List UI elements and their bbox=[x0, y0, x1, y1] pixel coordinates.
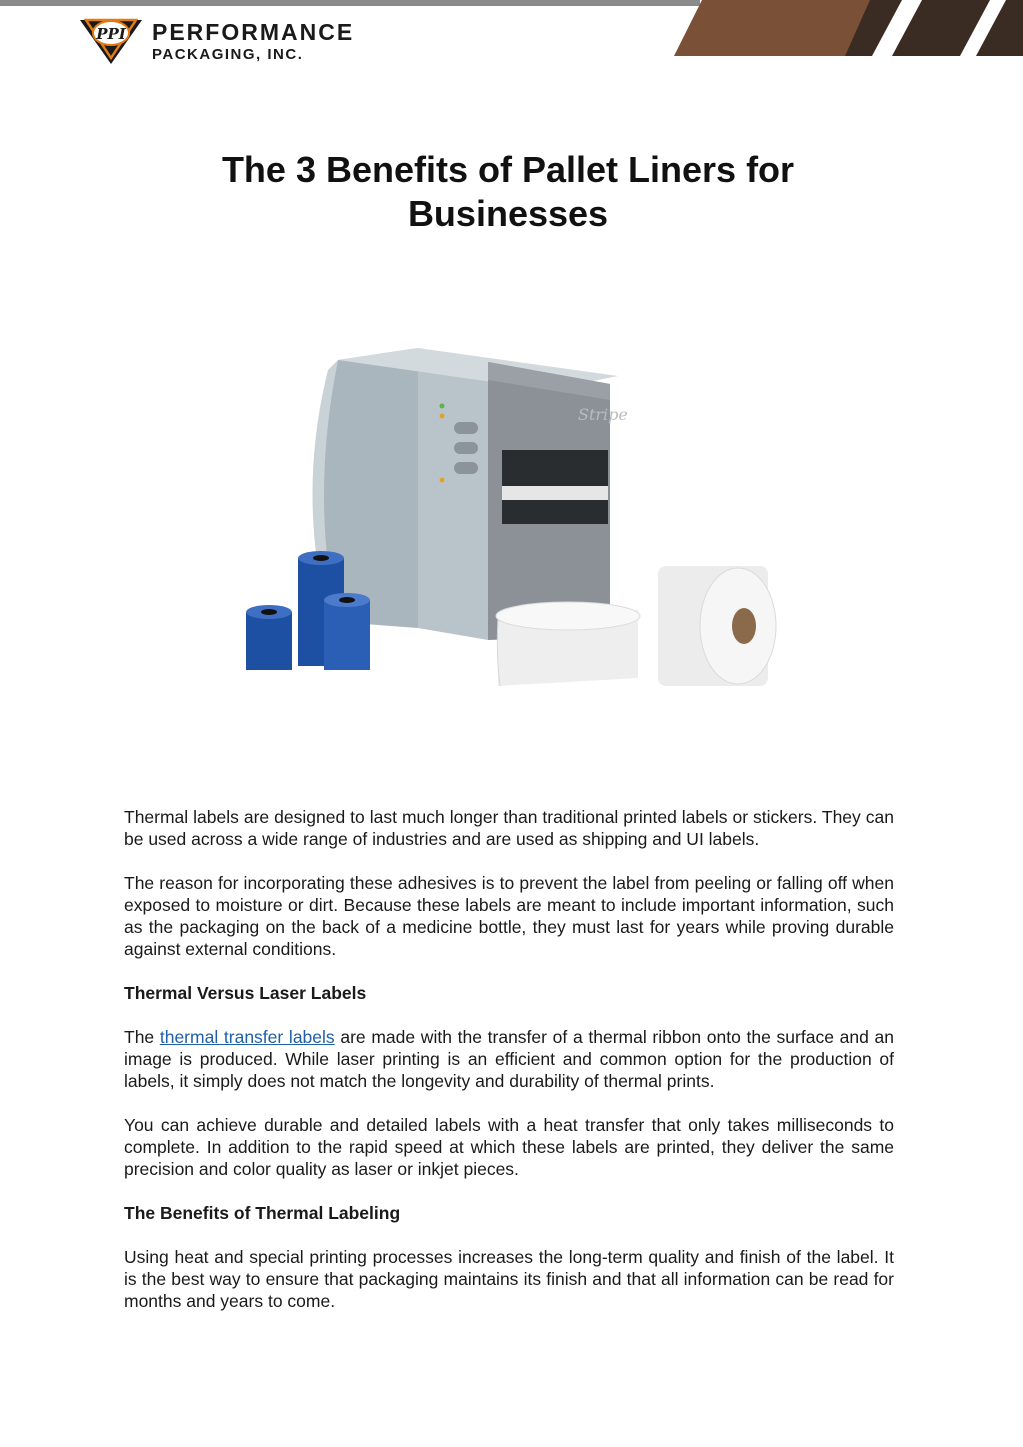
thermal-transfer-labels-link[interactable]: thermal transfer labels bbox=[159, 1027, 335, 1047]
paragraph bbox=[124, 1026, 894, 1092]
svg-text:Stripe: Stripe bbox=[578, 405, 628, 424]
paragraph-text: are made with the transfer of a thermal ribbon onto the surface and an image is produced. While laser printing is an efficient and common option for the production of labels, it simply does not match the longevity and durability of thermal prints. bbox=[124, 1027, 894, 1091]
paragraph: Thermal labels are designed to last much longer than traditional printed labels or stickers. They can be used across a wide range of industries and are used as shipping and UI labels. bbox=[124, 807, 894, 849]
logo-emblem-icon bbox=[78, 14, 144, 66]
article-body bbox=[124, 806, 894, 1334]
paragraph: You can achieve durable and detailed labels with a heat transfer that only takes milliseconds to complete. In addition to the rapid speed at which these labels are printed, they deliver the same precision and color quality as laser or inkjet pieces. bbox=[124, 1115, 894, 1179]
logo-text-performance: PERFORMANCE bbox=[152, 19, 355, 45]
section-heading: The Benefits of Thermal Labeling bbox=[124, 1203, 401, 1223]
paragraph-text: The bbox=[124, 1027, 160, 1047]
page-title: The 3 Benefits of Pallet Liners for Businesses bbox=[221, 149, 795, 234]
company-logo[interactable] bbox=[78, 14, 398, 70]
logo-text-packaging: PACKAGING, INC. bbox=[152, 46, 304, 63]
product-image bbox=[218, 340, 818, 700]
svg-text:PPI: PPI bbox=[96, 25, 126, 43]
paragraph: The reason for incorporating these adhesives is to prevent the label from peeling or falling off when exposed to moisture or dirt. Because these labels are meant to include important information, such as the packaging on the back of a medicine bottle, they must last for years while proving durable against external conditions. bbox=[124, 873, 894, 959]
paragraph: Using heat and special printing processes increases the long-term quality and finish of the label. It is the best way to ensure that packaging maintains its finish and that all information can be read for months and years to come. bbox=[124, 1247, 894, 1311]
section-heading: Thermal Versus Laser Labels bbox=[124, 983, 367, 1003]
